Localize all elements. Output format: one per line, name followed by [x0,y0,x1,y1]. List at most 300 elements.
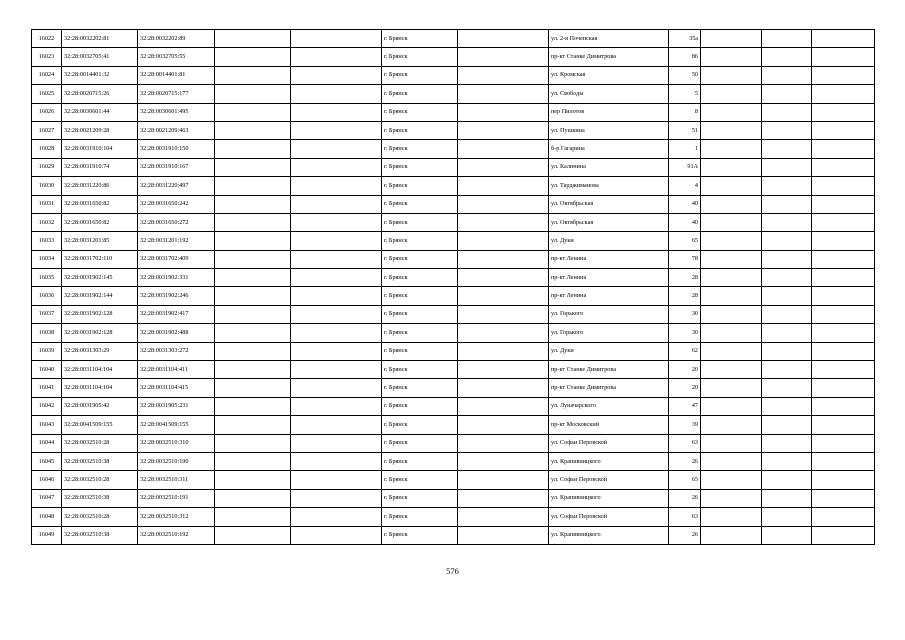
cell-empty [215,342,291,360]
table-row [32,324,875,342]
cell-empty [215,361,291,379]
cell-empty [701,508,762,526]
cell-empty [812,452,875,470]
cell-cadastral-number: 32:28:0031905:42 [62,397,138,415]
cell-cadastral-number: 32:28:0020715:26 [62,85,138,103]
cell-empty [291,48,382,66]
cell-empty [762,379,812,397]
cell-premises-cadastral-number: 32:28:0031905:231 [138,397,215,415]
cell-empty [215,195,291,213]
cell-premises-cadastral-number: 32:28:0031303:272 [138,342,215,360]
cell-empty [812,342,875,360]
cell-premises-cadastral-number: 32:28:0021209:463 [138,121,215,139]
cell-empty [762,526,812,544]
cell-city: г. Брянск [382,452,458,470]
cell-empty [812,85,875,103]
cell-empty [762,452,812,470]
cell-house-number: 26 [669,452,701,470]
cell-empty [458,452,549,470]
cell-city: г. Брянск [382,324,458,342]
cell-cadastral-number: 32:28:0031104:104 [62,361,138,379]
cell-empty [291,66,382,84]
table-row [32,379,875,397]
cell-house-number: 4 [669,177,701,195]
cell-premises-cadastral-number: 32:28:0031702:409 [138,250,215,268]
cell-empty [762,269,812,287]
cell-house-number: 91А [669,158,701,176]
cell-empty [762,30,812,48]
cell-house-number: 28 [669,269,701,287]
cell-cadastral-number: 32:28:0031220:86 [62,177,138,195]
cell-record-number: 16034 [32,250,62,268]
cell-empty [701,30,762,48]
cell-record-number: 16039 [32,342,62,360]
cell-city: г. Брянск [382,361,458,379]
cell-empty [291,158,382,176]
cell-empty [812,489,875,507]
cell-city: г. Брянск [382,121,458,139]
cell-house-number: 47 [669,397,701,415]
table-row [32,158,875,176]
cell-empty [291,140,382,158]
cell-empty [291,342,382,360]
cell-empty [701,526,762,544]
cell-house-number: 40 [669,213,701,231]
cell-empty [762,489,812,507]
cell-premises-cadastral-number: 32:28:0032202:89 [138,30,215,48]
cell-city: г. Брянск [382,434,458,452]
cell-empty [812,103,875,121]
cell-street: ул. Тарджиманова [549,177,669,195]
cell-record-number: 16040 [32,361,62,379]
cell-empty [701,379,762,397]
cell-street: ул. Октябрьская [549,213,669,231]
cell-city: г. Брянск [382,489,458,507]
cell-cadastral-number: 32:28:0031902:128 [62,324,138,342]
cell-empty [458,195,549,213]
cell-empty [812,269,875,287]
cell-city: г. Брянск [382,85,458,103]
cell-premises-cadastral-number: 32:28:0031104:415 [138,379,215,397]
cell-city: г. Брянск [382,250,458,268]
cell-record-number: 16023 [32,48,62,66]
cell-empty [215,158,291,176]
table-row [32,397,875,415]
cell-house-number: 20 [669,379,701,397]
cell-house-number: 1 [669,140,701,158]
cell-empty [291,471,382,489]
cell-empty [762,232,812,250]
cell-empty [215,103,291,121]
cell-premises-cadastral-number: 32:28:0041509:155 [138,416,215,434]
cell-premises-cadastral-number: 32:28:0031104:411 [138,361,215,379]
registry-table [31,29,875,545]
cell-cadastral-number: 32:28:0031201:85 [62,232,138,250]
cell-cadastral-number: 32:28:0031902:144 [62,287,138,305]
cell-empty [701,140,762,158]
cell-empty [458,269,549,287]
cell-empty [701,177,762,195]
cell-city: г. Брянск [382,526,458,544]
cell-street: ул. Софьи Перовской [549,471,669,489]
table-row [32,195,875,213]
cell-empty [458,379,549,397]
cell-house-number: 50 [669,66,701,84]
cell-empty [701,158,762,176]
cell-city: г. Брянск [382,103,458,121]
table-row [32,361,875,379]
cell-empty [215,232,291,250]
cell-empty [762,342,812,360]
cell-empty [291,379,382,397]
cell-city: г. Брянск [382,471,458,489]
cell-record-number: 16024 [32,66,62,84]
cell-empty [215,85,291,103]
cell-city: г. Брянск [382,379,458,397]
cell-house-number: 5 [669,85,701,103]
cell-record-number: 16042 [32,397,62,415]
cell-empty [458,361,549,379]
table-row [32,140,875,158]
cell-cadastral-number: 32:28:0014401:32 [62,66,138,84]
cell-empty [458,250,549,268]
cell-empty [762,471,812,489]
cell-premises-cadastral-number: 32:28:0032510:191 [138,489,215,507]
cell-empty [215,324,291,342]
cell-street: пр-кт Ленина [549,287,669,305]
cell-premises-cadastral-number: 32:28:0032510:192 [138,526,215,544]
cell-premises-cadastral-number: 32:28:0030601:495 [138,103,215,121]
cell-empty [812,434,875,452]
cell-empty [762,213,812,231]
cell-empty [458,177,549,195]
cell-empty [458,30,549,48]
cell-empty [762,508,812,526]
cell-city: г. Брянск [382,397,458,415]
cell-empty [291,361,382,379]
cell-empty [701,85,762,103]
cell-city: г. Брянск [382,158,458,176]
cell-cadastral-number: 32:28:0031910:74 [62,158,138,176]
cell-empty [458,434,549,452]
cell-record-number: 16047 [32,489,62,507]
cell-empty [458,66,549,84]
cell-cadastral-number: 32:28:0030601:44 [62,103,138,121]
cell-empty [762,121,812,139]
cell-street: ул. Крапивницкого [549,452,669,470]
cell-premises-cadastral-number: 32:28:0032510:310 [138,434,215,452]
cell-cadastral-number: 32:28:0032202:81 [62,30,138,48]
cell-record-number: 16038 [32,324,62,342]
cell-cadastral-number: 32:28:0032705:41 [62,48,138,66]
cell-city: г. Брянск [382,195,458,213]
cell-empty [215,121,291,139]
cell-empty [291,177,382,195]
cell-premises-cadastral-number: 32:28:0032510:311 [138,471,215,489]
cell-city: г. Брянск [382,305,458,323]
cell-house-number: 20 [669,361,701,379]
cell-record-number: 16030 [32,177,62,195]
cell-empty [701,416,762,434]
cell-empty [762,361,812,379]
cell-empty [291,213,382,231]
cell-premises-cadastral-number: 32:28:0031902:331 [138,269,215,287]
cell-street: ул. Крапивницкого [549,489,669,507]
cell-street: б-р Гагарина [549,140,669,158]
cell-empty [762,397,812,415]
cell-empty [458,416,549,434]
cell-empty [215,250,291,268]
cell-cadastral-number: 32:28:0031650:82 [62,195,138,213]
cell-empty [762,103,812,121]
cell-empty [812,416,875,434]
cell-house-number: 28 [669,287,701,305]
table-row [32,416,875,434]
cell-empty [215,452,291,470]
cell-street: ул. Софьи Перовской [549,434,669,452]
cell-street: пр-кт Станке Димитрова [549,379,669,397]
table-row [32,305,875,323]
table-row [32,342,875,360]
cell-house-number: 63 [669,434,701,452]
cell-street: ул. 2-я Почепская [549,30,669,48]
cell-empty [812,287,875,305]
cell-empty [458,489,549,507]
cell-premises-cadastral-number: 32:28:0031902:417 [138,305,215,323]
cell-premises-cadastral-number: 32:28:0031220:497 [138,177,215,195]
cell-empty [215,269,291,287]
cell-empty [812,140,875,158]
cell-empty [701,489,762,507]
cell-empty [701,342,762,360]
cell-empty [762,85,812,103]
cell-record-number: 16033 [32,232,62,250]
cell-street: пер Пилотов [549,103,669,121]
cell-street: ул. Горького [549,324,669,342]
cell-empty [762,140,812,158]
cell-record-number: 16031 [32,195,62,213]
cell-record-number: 16043 [32,416,62,434]
cell-empty [291,232,382,250]
cell-cadastral-number: 32:28:0031902:145 [62,269,138,287]
cell-premises-cadastral-number: 32:28:0014401:81 [138,66,215,84]
cell-city: г. Брянск [382,48,458,66]
cell-city: г. Брянск [382,213,458,231]
cell-empty [215,48,291,66]
cell-empty [215,397,291,415]
cell-empty [701,287,762,305]
cell-street: ул. Горького [549,305,669,323]
cell-empty [701,471,762,489]
cell-empty [812,195,875,213]
cell-empty [215,140,291,158]
cell-record-number: 16035 [32,269,62,287]
cell-empty [812,397,875,415]
cell-empty [458,85,549,103]
cell-empty [291,103,382,121]
cell-cadastral-number: 32:28:0031303:29 [62,342,138,360]
cell-empty [701,434,762,452]
cell-street: ул. Калинина [549,158,669,176]
cell-empty [215,526,291,544]
cell-empty [812,305,875,323]
cell-cadastral-number: 32:28:0032510:38 [62,489,138,507]
cell-empty [812,158,875,176]
cell-empty [291,30,382,48]
cell-street: пр-кт Московский [549,416,669,434]
cell-house-number: 30 [669,324,701,342]
cell-empty [215,508,291,526]
cell-street: пр-кт Станке Димитрова [549,48,669,66]
cell-empty [291,489,382,507]
cell-empty [291,305,382,323]
cell-empty [812,213,875,231]
cell-empty [458,508,549,526]
cell-empty [291,324,382,342]
cell-record-number: 16025 [32,85,62,103]
cell-cadastral-number: 32:28:0041509:155 [62,416,138,434]
cell-empty [458,526,549,544]
cell-empty [812,526,875,544]
cell-empty [458,103,549,121]
cell-empty [812,471,875,489]
cell-record-number: 16049 [32,526,62,544]
cell-house-number: 65 [669,232,701,250]
cell-empty [458,397,549,415]
cell-empty [762,48,812,66]
cell-empty [812,250,875,268]
cell-empty [458,287,549,305]
cell-house-number: 35а [669,30,701,48]
cell-empty [762,66,812,84]
cell-empty [762,158,812,176]
cell-record-number: 16041 [32,379,62,397]
cell-empty [215,287,291,305]
cell-street: ул. Дуки [549,232,669,250]
registry-table-body [32,30,875,545]
cell-empty [291,397,382,415]
cell-empty [291,434,382,452]
cell-empty [458,48,549,66]
cell-empty [701,361,762,379]
cell-record-number: 16026 [32,103,62,121]
cell-record-number: 16028 [32,140,62,158]
cell-cadastral-number: 32:28:0032510:28 [62,508,138,526]
cell-house-number: 8 [669,103,701,121]
cell-premises-cadastral-number: 32:28:0031650:242 [138,195,215,213]
cell-record-number: 16036 [32,287,62,305]
cell-street: пр-кт Станке Димитрова [549,361,669,379]
cell-house-number: 62 [669,342,701,360]
table-row [32,213,875,231]
cell-empty [458,158,549,176]
cell-empty [701,452,762,470]
cell-cadastral-number: 32:28:0031702:110 [62,250,138,268]
table-row [32,287,875,305]
cell-premises-cadastral-number: 32:28:0031910:150 [138,140,215,158]
cell-street: ул. Крапивницкого [549,526,669,544]
cell-empty [458,232,549,250]
cell-cadastral-number: 32:28:0032510:28 [62,434,138,452]
cell-empty [701,397,762,415]
cell-cadastral-number: 32:28:0031104:104 [62,379,138,397]
cell-empty [458,342,549,360]
table-row [32,508,875,526]
cell-empty [291,121,382,139]
cell-empty [701,232,762,250]
cell-empty [701,324,762,342]
cell-empty [701,250,762,268]
cell-empty [762,177,812,195]
cell-city: г. Брянск [382,30,458,48]
cell-house-number: 86 [669,48,701,66]
cell-empty [215,471,291,489]
cell-empty [291,250,382,268]
cell-empty [458,471,549,489]
cell-empty [215,305,291,323]
cell-empty [701,305,762,323]
cell-premises-cadastral-number: 32:28:0032510:312 [138,508,215,526]
cell-record-number: 16032 [32,213,62,231]
cell-empty [215,30,291,48]
cell-empty [762,324,812,342]
cell-premises-cadastral-number: 32:28:0020715:177 [138,85,215,103]
cell-premises-cadastral-number: 32:28:0031201:192 [138,232,215,250]
cell-record-number: 16046 [32,471,62,489]
cell-house-number: 78 [669,250,701,268]
cell-empty [812,48,875,66]
cell-empty [762,287,812,305]
cell-city: г. Брянск [382,177,458,195]
cell-empty [215,379,291,397]
table-row [32,103,875,121]
table-row [32,85,875,103]
table-row [32,526,875,544]
table-row [32,452,875,470]
cell-premises-cadastral-number: 32:28:0031910:167 [138,158,215,176]
cell-house-number: 30 [669,305,701,323]
cell-empty [701,195,762,213]
cell-street: ул. Дуки [549,342,669,360]
cell-empty [812,232,875,250]
cell-empty [762,305,812,323]
cell-city: г. Брянск [382,508,458,526]
table-row [32,66,875,84]
cell-street: пр-кт Ленина [549,250,669,268]
cell-city: г. Брянск [382,269,458,287]
cell-cadastral-number: 32:28:0031650:82 [62,213,138,231]
table-row [32,48,875,66]
cell-cadastral-number: 32:28:0031902:128 [62,305,138,323]
cell-empty [762,416,812,434]
cell-city: г. Брянск [382,140,458,158]
table-row [32,269,875,287]
cell-empty [215,416,291,434]
cell-street: пр-кт Ленина [549,269,669,287]
cell-street: ул. Кромская [549,66,669,84]
cell-empty [812,324,875,342]
cell-house-number: 51 [669,121,701,139]
cell-record-number: 16045 [32,452,62,470]
cell-cadastral-number: 32:28:0032510:28 [62,471,138,489]
cell-house-number: 26 [669,489,701,507]
cell-cadastral-number: 32:28:0032510:38 [62,526,138,544]
cell-empty [762,434,812,452]
cell-empty [215,489,291,507]
cell-city: г. Брянск [382,342,458,360]
cell-empty [812,177,875,195]
cell-empty [291,526,382,544]
